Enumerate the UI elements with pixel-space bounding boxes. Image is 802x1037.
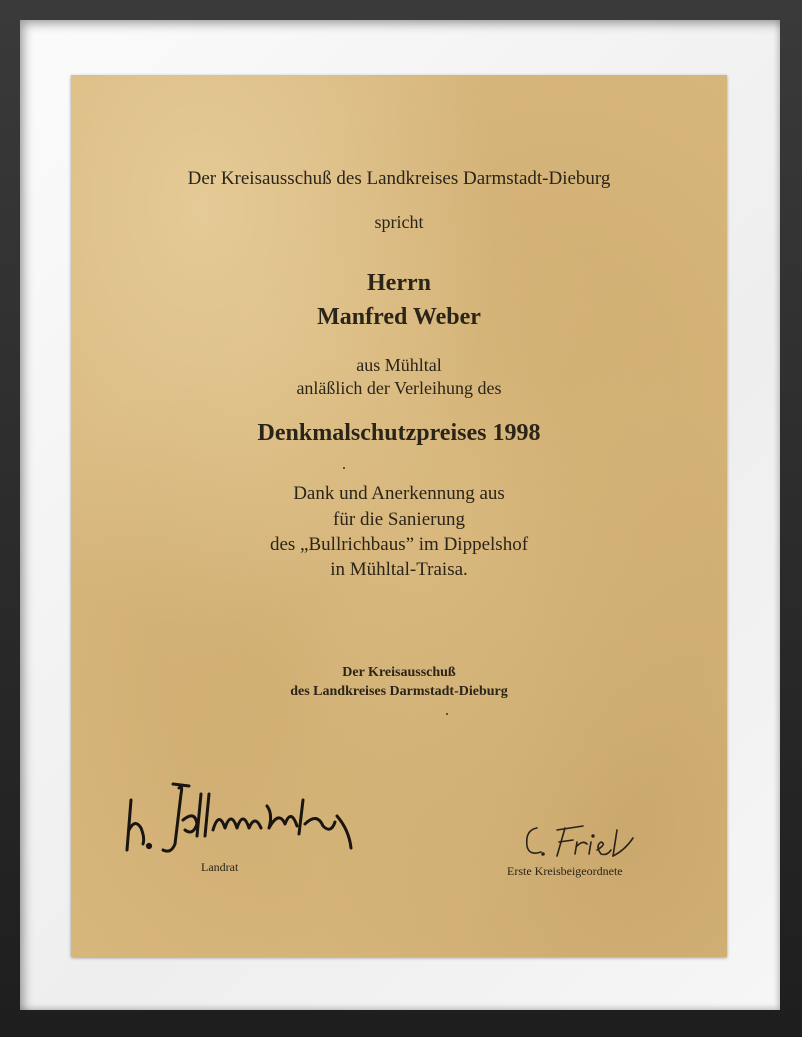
signatory-role-landrat: Landrat [201,860,239,874]
ink-dot [343,467,345,469]
body-line: für die Sanierung [333,509,465,530]
authority-line: Der Kreisausschuß [342,665,456,680]
recipient-origin: aus Mühltal [356,355,442,375]
kreisbeigeordnete-signature [521,820,641,865]
recipient-name: Manfred Weber [317,304,481,330]
landrat-signature [123,780,363,860]
body-line: in Mühltal-Traisa. [330,559,468,580]
signatory-role-kreisbeigeordnete: Erste Kreisbeigeordnete [507,864,623,878]
occasion-text: anläßlich der Verleihung des [296,378,502,398]
authority-line: des Landkreises Darmstadt-Dieburg [290,684,508,699]
body-line: Dank und Anerkennung aus [293,483,505,504]
ink-dot [446,713,448,715]
verb-text: spricht [374,212,424,232]
certificate-paper [71,75,727,957]
issuer-text: Der Kreisausschuß des Landkreises Darmstadt-Dieburg [187,168,611,189]
award-title: Denkmalschutzpreises 1998 [257,420,541,446]
salutation: Herrn [367,270,431,296]
body-line: des „Bullrichbaus” im Dippelshof [269,534,529,555]
